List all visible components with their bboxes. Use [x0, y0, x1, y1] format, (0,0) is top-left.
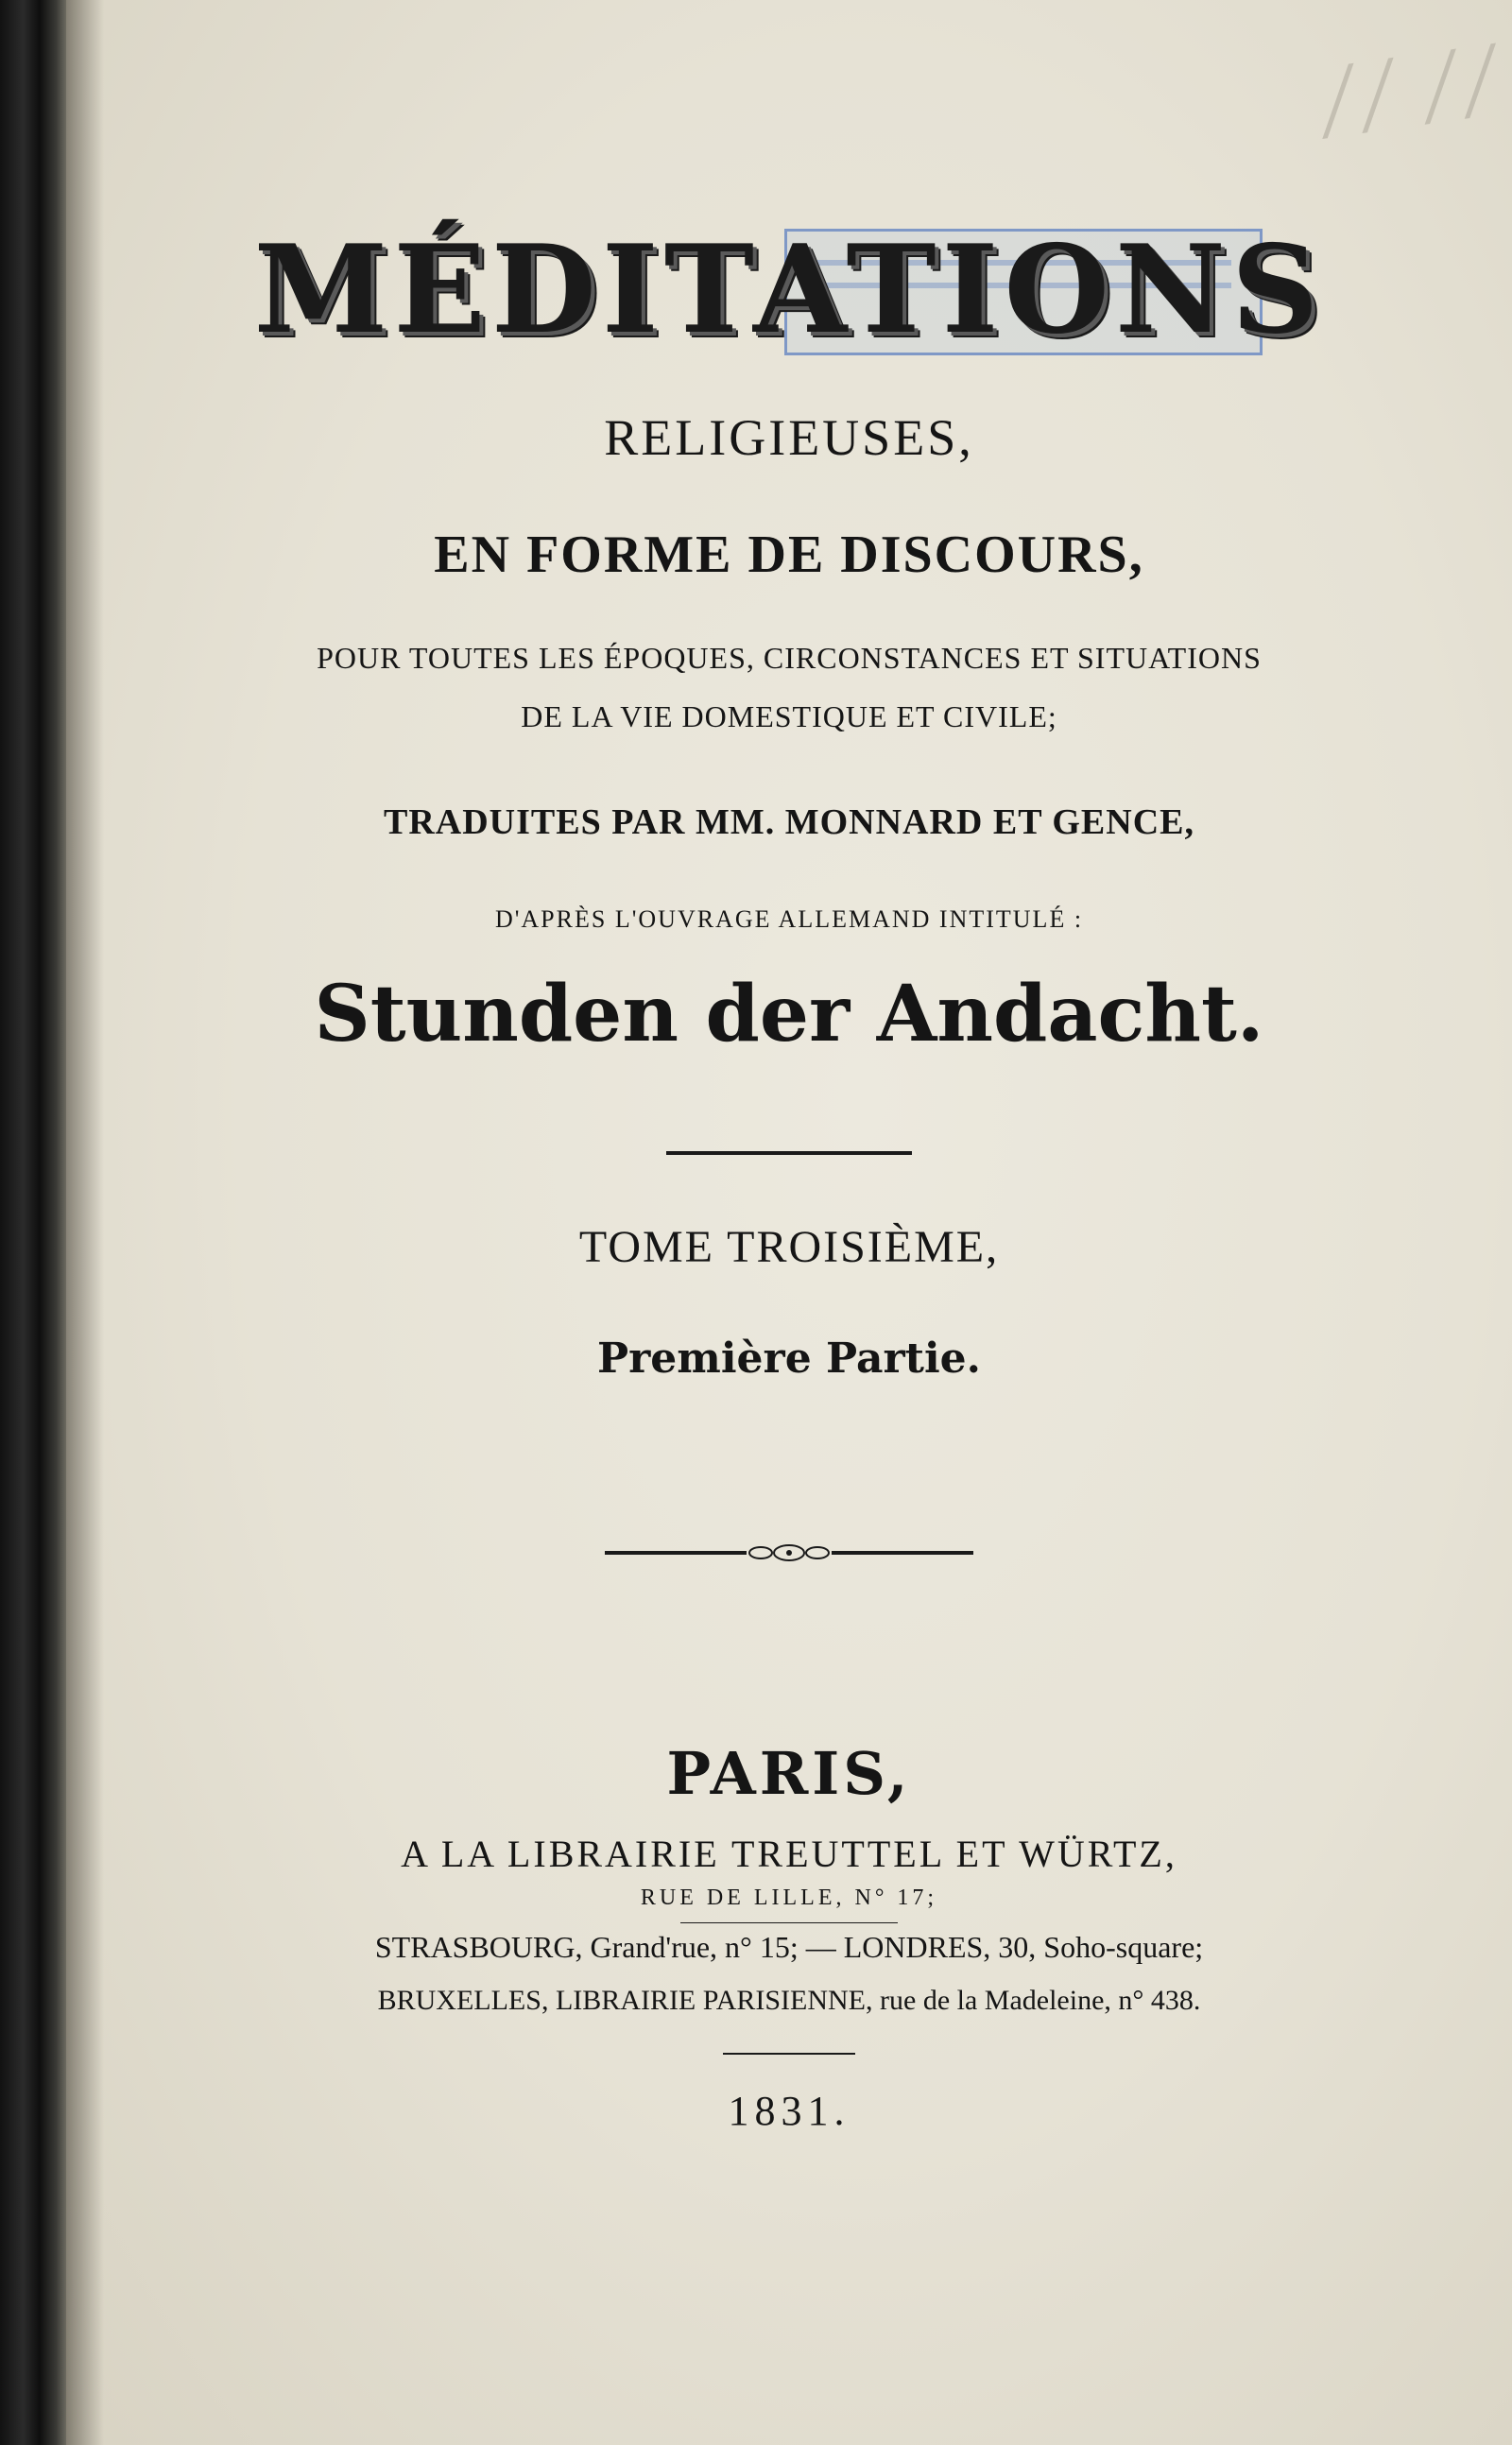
book-title: MÉDITATIONS [253, 219, 1325, 361]
subtitle-religieuses: RELIGIEUSES, [604, 409, 974, 466]
ornamental-rule [605, 1543, 973, 1562]
publication-year: 1831. [728, 2088, 850, 2134]
divider-rule-top [666, 1151, 912, 1155]
part-label: Première Partie. [597, 1334, 981, 1383]
subtitle-epoques-line-2: DE LA VIE DOMESTIQUE ET CIVILE; [521, 699, 1057, 733]
imprint-publisher: A LA LIBRAIRIE TREUTTEL ET WÜRTZ, [401, 1833, 1177, 1875]
german-original-title: Stunden der Andacht. [314, 969, 1264, 1059]
title-page [66, 0, 1512, 2445]
subtitle-forme-de-discours: EN FORME DE DISCOURS, [434, 525, 1144, 584]
volume-label: TOME TROISIÈME, [578, 1222, 1000, 1272]
divider-rule-year [723, 2053, 855, 2055]
shelfmark-bleedthrough: ╱╱ ╱╱ [1314, 43, 1507, 140]
imprint-branches-line-2: BRUXELLES, LIBRAIRIE PARISIENNE, rue de la Madeleine, n° 438. [377, 1985, 1201, 2016]
imprint-city: PARIS, [666, 1739, 912, 1808]
divider-rule-imprint [680, 1922, 898, 1923]
subtitle-epoques-line-1: POUR TOUTES LES ÉPOQUES, CIRCONSTANCES ET SITUATIONS [317, 641, 1262, 675]
original-work-intro: D'APRÈS L'OUVRAGE ALLEMAND INTITULÉ : [494, 905, 1084, 933]
imprint-address: RUE DE LILLE, N° 17; [640, 1885, 938, 1910]
translators-line: TRADUITES PAR MM. MONNARD ET GENCE, [383, 802, 1194, 842]
imprint-branches-line-1: STRASBOURG, Grand'rue, n° 15; — LONDRES, 30, Soho-square; [374, 1930, 1204, 1964]
book-spine [0, 0, 66, 2445]
